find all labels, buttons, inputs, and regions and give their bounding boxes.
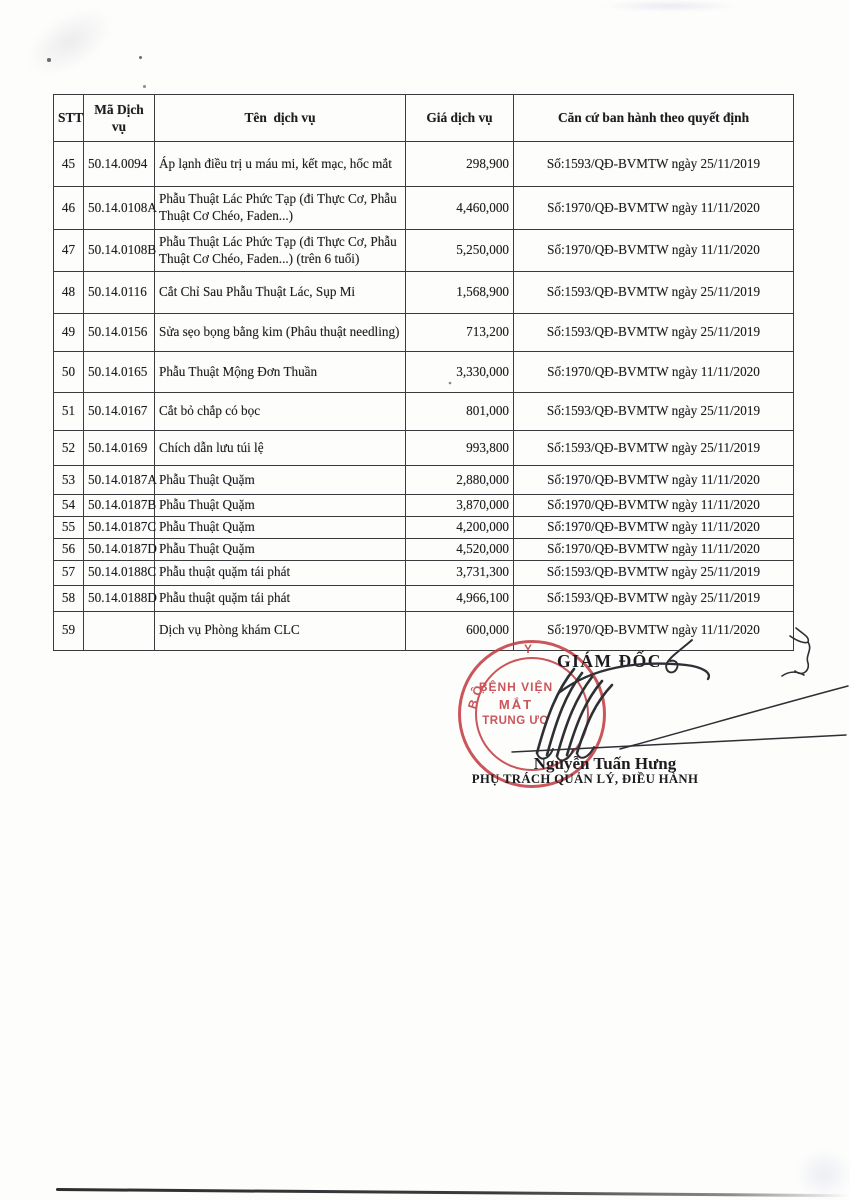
cell-code: 50.14.0116 (84, 272, 155, 314)
cell-code: 50.14.0108A (84, 187, 155, 230)
cell-price: 600,000 (406, 611, 514, 650)
cell-basis: Số:1593/QĐ-BVMTW ngày 25/11/2019 (514, 314, 794, 352)
table-row (54, 560, 794, 585)
cell-name: Phẫu Thuật Lác Phức Tạp (đi Thực Cơ, Phẫu Thuật Cơ Chéo, Faden...) (trên 6 tuổi) (155, 230, 406, 272)
cell-price: 4,520,000 (406, 538, 514, 560)
cell-code: 50.14.0187B (84, 495, 155, 517)
cell-basis: Số:1593/QĐ-BVMTW ngày 25/11/2019 (514, 431, 794, 466)
director-title: GIÁM ĐỐC (557, 651, 662, 671)
cell-name: Phẫu Thuật Quặm (155, 495, 406, 517)
cell-name: Cắt Chỉ Sau Phẫu Thuật Lác, Sụp Mi (155, 272, 406, 314)
cell-price: 1,568,900 (406, 272, 514, 314)
cell-price: 2,880,000 (406, 466, 514, 495)
header-service-price: Giá dịch vụ (406, 95, 514, 142)
header-service-name: Tên dịch vụ (155, 95, 406, 142)
table-row (54, 187, 794, 230)
cell-basis: Số:1593/QĐ-BVMTW ngày 25/11/2019 (514, 142, 794, 187)
cell-name: Chích dẫn lưu túi lệ (155, 431, 406, 466)
cell-name: Phẫu thuật quặm tái phát (155, 560, 406, 585)
table-row (54, 314, 794, 352)
table-row (54, 611, 794, 650)
cell-stt: 50 (54, 352, 84, 393)
cell-stt: 58 (54, 585, 84, 611)
table-row (54, 495, 794, 517)
cell-stt: 57 (54, 560, 84, 585)
cell-basis: Số:1970/QĐ-BVMTW ngày 11/11/2020 (514, 230, 794, 272)
cell-price: 298,900 (406, 142, 514, 187)
cell-name: Phẫu Thuật Mộng Đơn Thuần (155, 352, 406, 393)
cell-code: 50.14.0187C (84, 516, 155, 538)
table-row (54, 431, 794, 466)
cell-name: Dịch vụ Phòng khám CLC (155, 611, 406, 650)
page-bottom-scan-edge (56, 1188, 849, 1197)
cell-basis: Số:1970/QĐ-BVMTW ngày 11/11/2020 (514, 611, 794, 650)
cell-stt: 59 (54, 611, 84, 650)
table-row (54, 516, 794, 538)
cell-stt: 54 (54, 495, 84, 517)
cell-name: Cắt bỏ chắp có bọc (155, 393, 406, 431)
cell-code: 50.14.0169 (84, 431, 155, 466)
scan-smudge-bottom-right (795, 1148, 850, 1200)
cell-stt: 55 (54, 516, 84, 538)
cell-stt: 53 (54, 466, 84, 495)
cell-name: Phẫu thuật quặm tái phát (155, 585, 406, 611)
scan-speck (139, 56, 142, 59)
cell-name: Áp lạnh điều trị u máu mi, kết mạc, hốc mắt (155, 142, 406, 187)
cell-name: Phẫu Thuật Quặm (155, 538, 406, 560)
service-price-table (53, 94, 794, 651)
cell-name: Sửa sẹo bọng bằng kim (Phâu thuật needling) (155, 314, 406, 352)
cell-stt: 52 (54, 431, 84, 466)
cell-basis: Số:1970/QĐ-BVMTW ngày 11/11/2020 (514, 187, 794, 230)
cell-code: 50.14.0156 (84, 314, 155, 352)
cell-basis: Số:1970/QĐ-BVMTW ngày 11/11/2020 (514, 466, 794, 495)
cell-basis: Số:1970/QĐ-BVMTW ngày 11/11/2020 (514, 352, 794, 393)
cell-stt: 45 (54, 142, 84, 187)
price-table-body (54, 142, 794, 651)
header-stt: STT (54, 95, 84, 142)
cell-name: Phẫu Thuật Quặm (155, 466, 406, 495)
cell-name: Phẫu Thuật Lác Phức Tạp (đi Thực Cơ, Phẫu Thuật Cơ Chéo, Faden...) (155, 187, 406, 230)
cell-stt: 46 (54, 187, 84, 230)
cell-stt: 56 (54, 538, 84, 560)
cell-stt: 48 (54, 272, 84, 314)
cell-price: 3,731,300 (406, 560, 514, 585)
scan-smudge-top (600, 0, 740, 12)
cell-code: 50.14.0108B (84, 230, 155, 272)
cell-code: 50.14.0188C (84, 560, 155, 585)
cell-price: 5,250,000 (406, 230, 514, 272)
signer-role: PHỤ TRÁCH QUẢN LÝ, ĐIỀU HÀNH (471, 772, 699, 786)
cell-code: 50.14.0165 (84, 352, 155, 393)
cell-basis: Số:1970/QĐ-BVMTW ngày 11/11/2020 (514, 538, 794, 560)
cell-price: 4,200,000 (406, 516, 514, 538)
cell-price: 4,966,100 (406, 585, 514, 611)
stamp-line-2: MẮT (498, 697, 534, 712)
header-service-code: Mã Dịch vụ (84, 95, 155, 142)
cell-basis: Số:1593/QĐ-BVMTW ngày 25/11/2019 (514, 272, 794, 314)
cell-basis: Số:1593/QĐ-BVMTW ngày 25/11/2019 (514, 560, 794, 585)
stamp-line-3: TRUNG ƯƠ (482, 715, 550, 727)
cell-basis: Số:1970/QĐ-BVMTW ngày 11/11/2020 (514, 516, 794, 538)
cell-code: 50.14.0188D (84, 585, 155, 611)
table-row (54, 352, 794, 393)
table-row (54, 272, 794, 314)
table-row (54, 393, 794, 431)
cell-basis: Số:1970/QĐ-BVMTW ngày 11/11/2020 (514, 495, 794, 517)
cell-price: 993,800 (406, 431, 514, 466)
cell-code (84, 611, 155, 650)
table-row (54, 142, 794, 187)
table-row (54, 230, 794, 272)
scan-speck (47, 58, 51, 62)
scan-smudge (15, 0, 123, 89)
cell-price: 4,460,000 (406, 187, 514, 230)
cell-code: 50.14.0187A (84, 466, 155, 495)
cell-basis: Số:1593/QĐ-BVMTW ngày 25/11/2019 (514, 585, 794, 611)
table-row (54, 538, 794, 560)
header-decision-basis: Căn cứ ban hành theo quyết định (514, 95, 794, 142)
cell-price: 3,870,000 (406, 495, 514, 517)
cell-code: 50.14.0167 (84, 393, 155, 431)
stamp-ring-top-text: Y (524, 642, 533, 656)
table-row (54, 466, 794, 495)
cell-code: 50.14.0187D (84, 538, 155, 560)
cell-name: Phẫu Thuật Quặm (155, 516, 406, 538)
table-header-row (54, 95, 794, 142)
cell-stt: 47 (54, 230, 84, 272)
stamp-line-1: BỆNH VIỆN (478, 680, 554, 694)
cell-code: 50.14.0094 (84, 142, 155, 187)
cell-price: 801,000 (406, 393, 514, 431)
cell-price: 3,330,000 (406, 352, 514, 393)
cell-price: 713,200 (406, 314, 514, 352)
stamp-ring-left-text: BỘ (465, 679, 488, 711)
cell-basis: Số:1593/QĐ-BVMTW ngày 25/11/2019 (514, 393, 794, 431)
table-row (54, 585, 794, 611)
cell-stt: 51 (54, 393, 84, 431)
signer-name: Nguyễn Tuấn Hưng (533, 754, 677, 773)
scan-speck (143, 85, 146, 88)
cell-stt: 49 (54, 314, 84, 352)
